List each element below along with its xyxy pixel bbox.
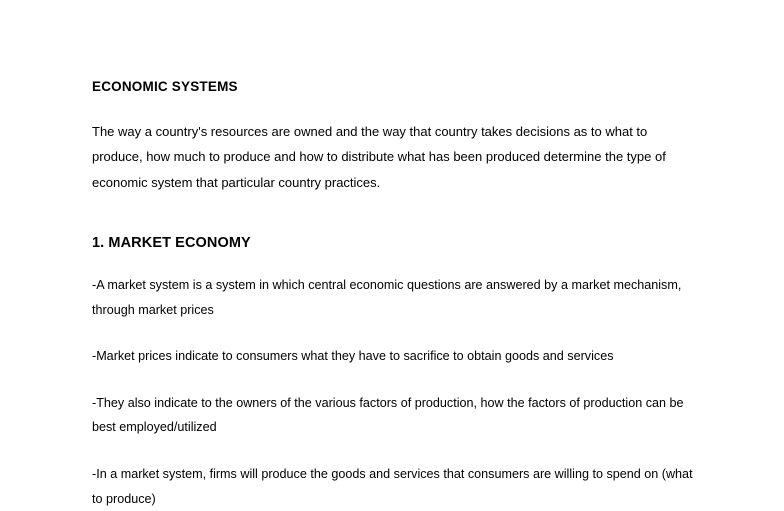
list-item: -Market prices indicate to consumers what they have to sacrifice to obtain goods and services	[92, 349, 614, 364]
list-item: -A market system is a system in which central economic questions are answered by a market mechanism, through market prices	[92, 278, 682, 317]
list-item: -In a market system, firms will produce the goods and services that consumers are willing to spend on (what to produce)	[92, 466, 693, 506]
intro-paragraph: The way a country's resources are owned and the way that country takes decisions as to what to produce, how much to produce and how to distribute what has been produced determine the type of economic system that particular country practices.	[92, 123, 666, 190]
section-heading-market-economy: 1. MARKET ECONOMY	[92, 234, 251, 251]
page-title: ECONOMIC SYSTEMS	[92, 79, 238, 94]
list-item: -They also indicate to the owners of the various factors of production, how the factors of production can be best employed/utilized	[92, 395, 684, 435]
